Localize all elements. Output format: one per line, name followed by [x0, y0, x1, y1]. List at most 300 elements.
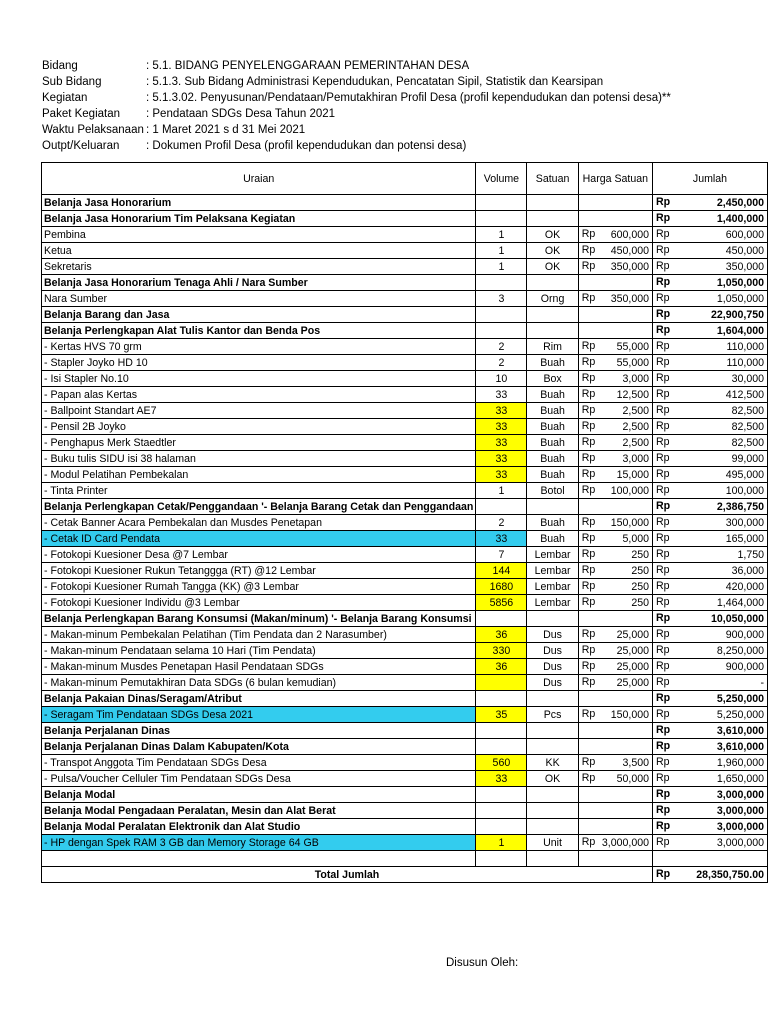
cell-volume: 36 [476, 659, 527, 675]
table-row [42, 659, 768, 675]
jumlah-value: 495,000 [725, 469, 764, 481]
harga-value: 50,000 [616, 773, 650, 785]
currency-label: Rp [581, 660, 596, 672]
cell-uraian: - Tinta Printer [42, 483, 476, 499]
harga-value: 55,000 [616, 341, 650, 353]
cell-harga-satuan [578, 419, 652, 435]
harga-value: 250 [631, 565, 650, 577]
cell-satuan: Lembar [527, 595, 578, 611]
currency-label: Rp [581, 516, 596, 528]
cell-volume [476, 803, 527, 819]
cell-uraian: - Fotokopi Kuesioner Desa @7 Lembar [42, 547, 476, 563]
cell-satuan: Buah [527, 355, 578, 371]
cell-harga-satuan [578, 515, 652, 531]
currency-label: Rp [581, 548, 596, 560]
table-row [42, 643, 768, 659]
cell-volume [476, 195, 527, 211]
table-row [42, 419, 768, 435]
cell-volume: 1 [476, 835, 527, 851]
table-row [42, 371, 768, 387]
cell-harga-satuan [578, 243, 652, 259]
cell-harga-satuan [578, 307, 652, 323]
harga-value: 12,500 [616, 389, 650, 401]
currency-label: Rp [581, 628, 596, 640]
cell-volume: 36 [476, 627, 527, 643]
jumlah-value: 1,650,000 [716, 773, 764, 785]
jumlah-value: 30,000 [731, 373, 764, 385]
cell-uraian: - Seragam Tim Pendataan SDGs Desa 2021 [42, 707, 476, 723]
jumlah-value: 1,464,000 [716, 597, 764, 609]
info-label: Paket Kegiatan [42, 108, 121, 120]
jumlah-value: 350,000 [725, 261, 764, 273]
info-label: Bidang [42, 60, 78, 72]
cell-jumlah [653, 387, 768, 403]
jumlah-value: 3,000,000 [716, 805, 764, 817]
table-row [42, 387, 768, 403]
cell-satuan: Lembar [527, 563, 578, 579]
table-row [42, 691, 768, 707]
cell-jumlah [653, 403, 768, 419]
cell-volume: 330 [476, 643, 527, 659]
cell-harga-satuan [578, 803, 652, 819]
currency-label: Rp [581, 772, 596, 784]
jumlah-value: 22,900,750 [710, 309, 764, 321]
cell-uraian: - Penghapus Merk Staedtler [42, 435, 476, 451]
cell-harga-satuan [578, 467, 652, 483]
jumlah-value: 100,000 [725, 485, 764, 497]
currency-label: Rp [656, 532, 670, 544]
info-value: : Dokumen Profil Desa (profil kependudukan dan potensi desa) [146, 140, 467, 152]
cell-uraian: - Makan-minum Pemutakhiran Data SDGs (6 bulan kemudian) [42, 675, 476, 691]
currency-label: Rp [656, 596, 670, 608]
cell-jumlah [653, 707, 768, 723]
currency-label: Rp [581, 420, 596, 432]
cell-volume: 33 [476, 403, 527, 419]
cell-jumlah [653, 419, 768, 435]
cell-harga-satuan [578, 819, 652, 835]
cell-volume: 33 [476, 419, 527, 435]
cell-satuan: Botol [527, 483, 578, 499]
cell-uraian: Belanja Perlengkapan Barang Konsumsi (Makan/minum) '- Belanja Barang Konsumsi [42, 611, 476, 627]
table-row [42, 307, 768, 323]
currency-label: Rp [656, 516, 670, 528]
jumlah-value: 99,000 [731, 453, 764, 465]
harga-value: 3,500 [622, 757, 650, 769]
currency-label: Rp [656, 404, 670, 416]
currency-label: Rp [656, 420, 670, 432]
currency-label: Rp [581, 452, 596, 464]
currency-label: Rp [656, 788, 671, 800]
currency-label: Rp [656, 196, 671, 208]
cell-uraian: - Makan-minum Musdes Penetapan Hasil Pendataan SDGs [42, 659, 476, 675]
cell-volume [476, 275, 527, 291]
currency-label: Rp [581, 532, 596, 544]
currency-label: Rp [581, 580, 596, 592]
harga-value: 5,000 [622, 533, 650, 545]
cell-volume [476, 691, 527, 707]
cell-jumlah [653, 627, 768, 643]
table-row [42, 579, 768, 595]
total-row [42, 867, 768, 883]
cell-harga-satuan [578, 387, 652, 403]
cell-volume: 1 [476, 227, 527, 243]
table-row [42, 499, 768, 515]
currency-label: Rp [656, 436, 670, 448]
cell-harga-satuan [578, 707, 652, 723]
currency-label: Rp [581, 228, 596, 240]
cell-uraian: Belanja Jasa Honorarium Tenaga Ahli / Nara Sumber [42, 275, 476, 291]
table-row [42, 675, 768, 691]
currency-label: Rp [581, 756, 596, 768]
table-row [42, 195, 768, 211]
jumlah-value: 1,604,000 [716, 325, 764, 337]
cell-jumlah [653, 691, 768, 707]
table-row [42, 259, 768, 275]
cell-uraian: Sekretaris [42, 259, 476, 275]
table-row [42, 275, 768, 291]
currency-label: Rp [581, 340, 596, 352]
cell-satuan: OK [527, 243, 578, 259]
cell-harga-satuan [578, 675, 652, 691]
cell-harga-satuan [578, 835, 652, 851]
cell-uraian: Nara Sumber [42, 291, 476, 307]
cell-uraian: Ketua [42, 243, 476, 259]
currency-label: Rp [581, 468, 596, 480]
cell-volume: 1 [476, 259, 527, 275]
currency-label: Rp [656, 772, 670, 784]
cell-volume: 7 [476, 547, 527, 563]
currency-label: Rp [656, 260, 670, 272]
currency-label: Rp [656, 564, 670, 576]
table-row [42, 291, 768, 307]
cell-harga-satuan [578, 227, 652, 243]
jumlah-value: 10,050,000 [710, 613, 764, 625]
total-label: Total Jumlah [42, 867, 653, 883]
cell-jumlah [653, 227, 768, 243]
jumlah-value: 412,500 [725, 389, 764, 401]
cell-jumlah [653, 355, 768, 371]
table-row [42, 755, 768, 771]
cell-uraian: - Makan-minum Pendataan selama 10 Hari (Tim Pendata) [42, 643, 476, 659]
currency-label: Rp [581, 356, 596, 368]
cell-uraian: - Buku tulis SIDU isi 38 halaman [42, 451, 476, 467]
cell-volume [476, 211, 527, 227]
cell-volume: 35 [476, 707, 527, 723]
jumlah-value: 450,000 [725, 245, 764, 257]
cell-satuan [527, 851, 578, 867]
table-row [42, 611, 768, 627]
currency-label: Rp [581, 836, 596, 848]
cell-jumlah [653, 467, 768, 483]
currency-label: Rp [656, 452, 670, 464]
cell-satuan [527, 499, 578, 515]
cell-uraian: - Fotokopi Kuesioner Individu @3 Lembar [42, 595, 476, 611]
cell-satuan [527, 323, 578, 339]
currency-label: Rp [656, 356, 670, 368]
cell-volume: 1680 [476, 579, 527, 595]
cell-satuan [527, 691, 578, 707]
cell-uraian: - Ballpoint Standart AE7 [42, 403, 476, 419]
harga-value: 25,000 [616, 677, 650, 689]
table-row [42, 547, 768, 563]
table-row [42, 787, 768, 803]
table-row [42, 771, 768, 787]
cell-uraian: - Cetak ID Card Pendata [42, 531, 476, 547]
cell-harga-satuan [578, 291, 652, 307]
cell-satuan: Box [527, 371, 578, 387]
cell-volume [476, 819, 527, 835]
jumlah-value: 600,000 [725, 229, 764, 241]
cell-jumlah [653, 755, 768, 771]
cell-volume: 33 [476, 771, 527, 787]
cell-satuan: Dus [527, 675, 578, 691]
jumlah-value: 3,000,000 [716, 821, 764, 833]
cell-volume: 33 [476, 435, 527, 451]
cell-jumlah [653, 595, 768, 611]
cell-volume: 1 [476, 243, 527, 259]
cell-volume: 33 [476, 387, 527, 403]
jumlah-value: 82,500 [731, 405, 764, 417]
signer-label: Disusun Oleh: [446, 957, 519, 969]
cell-satuan: Unit [527, 835, 578, 851]
harga-value: 250 [631, 597, 650, 609]
cell-harga-satuan [578, 323, 652, 339]
cell-harga-satuan [578, 787, 652, 803]
currency-label: Rp [656, 820, 671, 832]
table-row [42, 451, 768, 467]
cell-jumlah [653, 803, 768, 819]
jumlah-value: 165,000 [725, 533, 764, 545]
table-row [42, 243, 768, 259]
cell-uraian: Belanja Modal [42, 787, 476, 803]
cell-volume: 2 [476, 339, 527, 355]
cell-uraian: Belanja Perlengkapan Cetak/Penggandaan '- Belanja Barang Cetak dan Penggandaan [42, 499, 476, 515]
cell-jumlah [653, 643, 768, 659]
currency-label: Rp [656, 804, 671, 816]
cell-volume [476, 323, 527, 339]
cell-satuan: Buah [527, 387, 578, 403]
currency-label: Rp [581, 644, 596, 656]
cell-satuan: Pcs [527, 707, 578, 723]
cell-jumlah [653, 531, 768, 547]
cell-volume [476, 675, 527, 691]
currency-label: Rp [656, 500, 671, 512]
currency-label: Rp [581, 596, 596, 608]
currency-label: Rp [656, 548, 670, 560]
cell-satuan [527, 819, 578, 835]
cell-satuan: Dus [527, 659, 578, 675]
jumlah-value: 2,450,000 [716, 197, 764, 209]
currency-label: Rp [656, 484, 670, 496]
cell-harga-satuan [578, 259, 652, 275]
cell-volume: 2 [476, 515, 527, 531]
cell-jumlah [653, 515, 768, 531]
cell-satuan: Buah [527, 531, 578, 547]
cell-satuan: Buah [527, 419, 578, 435]
cell-uraian: Belanja Barang dan Jasa [42, 307, 476, 323]
currency-label: Rp [656, 612, 671, 624]
cell-volume [476, 739, 527, 755]
currency-label: Rp [656, 324, 671, 336]
currency-label: Rp [656, 580, 670, 592]
cell-jumlah [653, 499, 768, 515]
harga-value: 350,000 [610, 293, 650, 305]
harga-value: 25,000 [616, 629, 650, 641]
cell-volume [476, 787, 527, 803]
jumlah-value: 110,000 [726, 341, 764, 353]
cell-jumlah [653, 723, 768, 739]
currency-label: Rp [656, 244, 670, 256]
cell-satuan: Lembar [527, 547, 578, 563]
cell-uraian: - HP dengan Spek RAM 3 GB dan Memory Storage 64 GB [42, 835, 476, 851]
jumlah-value: 1,050,000 [716, 277, 764, 289]
header-volume: Volume [476, 163, 527, 195]
cell-harga-satuan [578, 563, 652, 579]
table-body [42, 195, 768, 867]
info-label: Kegiatan [42, 92, 88, 104]
cell-volume [476, 307, 527, 323]
cell-jumlah [653, 195, 768, 211]
currency-label: Rp [581, 484, 596, 496]
cell-satuan: Dus [527, 627, 578, 643]
cell-uraian: Belanja Perjalanan Dinas [42, 723, 476, 739]
cell-harga-satuan [578, 211, 652, 227]
cell-uraian: - Pulsa/Voucher Celluler Tim Pendataan SDGs Desa [42, 771, 476, 787]
cell-harga-satuan [578, 531, 652, 547]
jumlah-value: 1,400,000 [716, 213, 764, 225]
harga-value: 15,000 [616, 469, 650, 481]
cell-satuan: Dus [527, 643, 578, 659]
info-value: : 5.1.3.02. Penyusunan/Pendataan/Pemutakhiran Profil Desa (profil kependudukan dan potensi desa)** [146, 92, 671, 104]
jumlah-value: 3,610,000 [716, 725, 764, 737]
jumlah-value: 1,050,000 [716, 293, 764, 305]
currency-label: Rp [581, 260, 596, 272]
cell-satuan [527, 787, 578, 803]
cell-volume [476, 611, 527, 627]
harga-value: 250 [631, 549, 650, 561]
header-jumlah: Jumlah [653, 163, 768, 195]
currency-label: Rp [656, 292, 670, 304]
cell-jumlah [653, 259, 768, 275]
jumlah-value: 3,610,000 [716, 741, 764, 753]
currency-label: Rp [656, 228, 670, 240]
cell-volume: 1 [476, 483, 527, 499]
table-row [42, 739, 768, 755]
jumlah-value: 82,500 [731, 421, 764, 433]
cell-uraian: - Makan-minum Pembekalan Pelatihan (Tim Pendata dan 2 Narasumber) [42, 627, 476, 643]
cell-jumlah [653, 787, 768, 803]
cell-harga-satuan [578, 579, 652, 595]
header-uraian: Uraian [42, 163, 476, 195]
cell-jumlah [653, 451, 768, 467]
cell-volume: 33 [476, 531, 527, 547]
currency-label: Rp [656, 308, 671, 320]
cell-jumlah [653, 291, 768, 307]
cell-harga-satuan [578, 403, 652, 419]
harga-value: 2,500 [622, 405, 650, 417]
cell-harga-satuan [578, 771, 652, 787]
jumlah-value: 900,000 [725, 661, 764, 673]
table-row [42, 323, 768, 339]
cell-harga-satuan [578, 739, 652, 755]
currency-label: Rp [656, 372, 670, 384]
cell-harga-satuan [578, 659, 652, 675]
cell-harga-satuan [578, 355, 652, 371]
currency-label: Rp [581, 676, 596, 688]
cell-uraian: - Papan alas Kertas [42, 387, 476, 403]
cell-uraian [42, 851, 476, 867]
jumlah-value: 36,000 [731, 565, 764, 577]
currency-label: Rp [656, 340, 670, 352]
currency-label: Rp [656, 628, 670, 640]
cell-harga-satuan [578, 435, 652, 451]
info-label: Outpt/Keluaran [42, 140, 120, 152]
cell-harga-satuan [578, 643, 652, 659]
table-row [42, 819, 768, 835]
currency-label: Rp [656, 388, 670, 400]
harga-value: 2,500 [622, 421, 650, 433]
jumlah-value: 300,000 [725, 517, 764, 529]
cell-jumlah [653, 563, 768, 579]
table-row [42, 563, 768, 579]
cell-uraian: Belanja Perjalanan Dinas Dalam Kabupaten/Kota [42, 739, 476, 755]
currency-label: Rp [656, 740, 671, 752]
cell-jumlah [653, 819, 768, 835]
total-rp: Rp [656, 868, 671, 880]
cell-uraian: Belanja Modal Pengadaan Peralatan, Mesin dan Alat Berat [42, 803, 476, 819]
total-amount-cell [653, 867, 768, 883]
cell-uraian: - Pensil 2B Joyko [42, 419, 476, 435]
cell-harga-satuan [578, 723, 652, 739]
cell-uraian: Belanja Jasa Honorarium Tim Pelaksana Kegiatan [42, 211, 476, 227]
cell-volume: 5856 [476, 595, 527, 611]
table-row [42, 835, 768, 851]
cell-harga-satuan [578, 691, 652, 707]
info-value: : Pendataan SDGs Desa Tahun 2021 [146, 108, 336, 120]
cell-harga-satuan [578, 755, 652, 771]
cell-satuan: Buah [527, 403, 578, 419]
total-value: 28,350,750.00 [696, 869, 764, 881]
cell-jumlah [653, 851, 768, 867]
cell-uraian: - Fotokopi Kuesioner Rumah Tangga (KK) @3 Lembar [42, 579, 476, 595]
cell-satuan: Buah [527, 467, 578, 483]
budget-table [41, 162, 768, 883]
harga-value: 25,000 [616, 645, 650, 657]
cell-volume [476, 499, 527, 515]
jumlah-value: 5,250,000 [716, 693, 764, 705]
table-row [42, 595, 768, 611]
harga-value: 55,000 [616, 357, 650, 369]
cell-jumlah [653, 739, 768, 755]
cell-jumlah [653, 243, 768, 259]
currency-label: Rp [656, 212, 671, 224]
cell-uraian: - Fotokopi Kuesioner Rukun Tetanggga (RT) @12 Lembar [42, 563, 476, 579]
currency-label: Rp [656, 276, 671, 288]
cell-uraian: Pembina [42, 227, 476, 243]
table-row [42, 403, 768, 419]
harga-value: 100,000 [610, 485, 650, 497]
cell-jumlah [653, 547, 768, 563]
harga-value: 450,000 [610, 245, 650, 257]
cell-satuan: OK [527, 227, 578, 243]
cell-volume: 560 [476, 755, 527, 771]
harga-value: 3,000 [622, 373, 650, 385]
currency-label: Rp [581, 564, 596, 576]
info-value: : 5.1.3. Sub Bidang Administrasi Kependudukan, Pencatatan Sipil, Statistik dan Kearsipan [146, 76, 604, 88]
table-row [42, 627, 768, 643]
cell-uraian: - Stapler Joyko HD 10 [42, 355, 476, 371]
jumlah-value: 900,000 [725, 629, 764, 641]
